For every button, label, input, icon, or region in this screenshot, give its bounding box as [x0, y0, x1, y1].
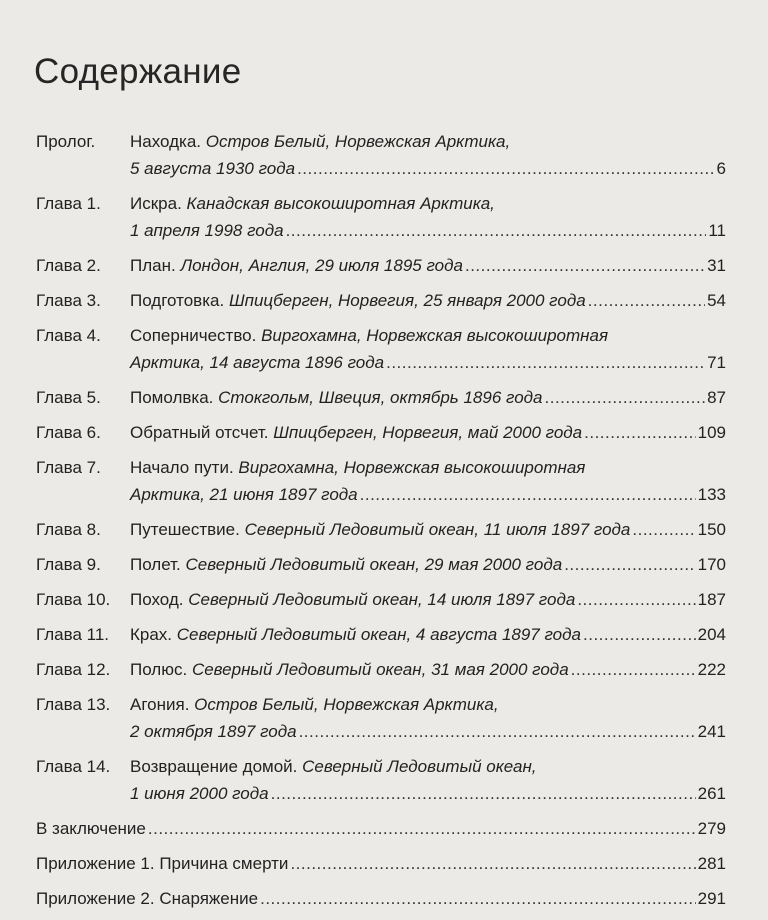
- chapter-label: Глава 3.: [36, 291, 101, 310]
- chapter-title: Агония.: [130, 695, 190, 714]
- chapter-label: Глава 4.: [36, 326, 101, 345]
- chapter-label: Глава 8.: [36, 520, 101, 539]
- toc-line-text: [130, 384, 543, 411]
- chapter-subtitle: 1 апреля 1998 года: [130, 221, 284, 240]
- toc-line: [36, 481, 726, 508]
- toc-line-body: [130, 586, 726, 613]
- toc-line-text: [130, 691, 499, 718]
- chapter-title: Крах.: [130, 625, 173, 644]
- chapter-title: Начало пути.: [130, 458, 234, 477]
- page-number: 241: [697, 722, 726, 741]
- chapter-title: Помолвка.: [130, 388, 214, 407]
- page-number: 150: [697, 520, 726, 539]
- toc-line-body: [130, 128, 726, 155]
- toc-line: [36, 322, 726, 349]
- toc-entry: [36, 586, 726, 613]
- toc-line: [36, 217, 726, 244]
- toc-line-body: [130, 454, 726, 481]
- leader-dots: [386, 349, 705, 376]
- chapter-title: Находка.: [130, 132, 202, 151]
- toc-line-text: [130, 322, 608, 349]
- toc-line-text: [130, 190, 495, 217]
- page-number: 187: [697, 590, 726, 609]
- toc-line-body: [130, 252, 726, 279]
- chapter-label: Глава 2.: [36, 256, 101, 275]
- leader-dots: [564, 551, 695, 578]
- chapter-title: План.: [130, 256, 176, 275]
- leader-dots: [545, 384, 706, 411]
- toc-line: [36, 454, 726, 481]
- toc-entry-label: Приложение 1. Причина смерти: [36, 854, 289, 873]
- page-number: 54: [707, 291, 726, 310]
- toc-line: [36, 586, 726, 613]
- toc-line-text: [130, 586, 575, 613]
- toc-line: [36, 252, 726, 279]
- toc-line: [36, 155, 726, 182]
- chapter-subtitle: Лондон, Англия, 29 июля 1895 года: [180, 256, 463, 275]
- leader-dots: [260, 885, 696, 912]
- toc-line-body: [130, 217, 726, 244]
- chapter-title: Путешествие.: [130, 520, 240, 539]
- chapter-subtitle: Шпицберген, Норвегия, 25 января 2000 года: [228, 291, 586, 310]
- toc-line: [36, 850, 726, 877]
- chapter-subtitle: 1 июня 2000 года: [130, 784, 269, 803]
- toc-entry: [36, 252, 726, 279]
- toc-line: [36, 815, 726, 842]
- chapter-subtitle: Канадская высокоширотная Арктика,: [186, 194, 495, 213]
- table-of-contents: [36, 128, 726, 920]
- toc-entry-label: В заключение: [36, 819, 146, 838]
- toc-entry: [36, 190, 726, 244]
- chapter-subtitle: Виргохамна, Норвежская высокоширотная: [238, 458, 586, 477]
- chapter-subtitle: Остров Белый, Норвежская Арктика,: [194, 695, 499, 714]
- page-number: 222: [697, 660, 726, 679]
- toc-line-body: [130, 753, 726, 780]
- page-number: 133: [697, 485, 726, 504]
- toc-line: [36, 419, 726, 446]
- leader-dots: [297, 155, 714, 182]
- page-number: 71: [707, 353, 726, 372]
- chapter-label: Пролог.: [36, 132, 96, 151]
- chapter-subtitle: Остров Белый, Норвежская Арктика,: [205, 132, 511, 151]
- chapter-subtitle: 5 августа 1930 года: [130, 159, 296, 178]
- toc-line-text: [130, 454, 585, 481]
- chapter-subtitle: Северный Ледовитый океан, 4 августа 1897 года: [176, 625, 581, 644]
- toc-line: [36, 349, 726, 376]
- toc-line-body: [130, 155, 726, 182]
- toc-line: [36, 190, 726, 217]
- chapter-label: Глава 5.: [36, 388, 101, 407]
- page-number: 87: [707, 388, 726, 407]
- chapter-subtitle: Арктика, 14 августа 1896 года: [130, 353, 385, 372]
- toc-line-text: [130, 419, 582, 446]
- toc-line-body: [130, 190, 726, 217]
- toc-line: [36, 384, 726, 411]
- toc-line-body: [36, 850, 726, 877]
- toc-line: [36, 718, 726, 745]
- toc-entry: [36, 850, 726, 877]
- toc-entry: [36, 384, 726, 411]
- chapter-title: Полюс.: [130, 660, 188, 679]
- chapter-label: Глава 10.: [36, 590, 111, 609]
- toc-line-text: [130, 252, 463, 279]
- toc-line-body: [130, 322, 726, 349]
- chapter-title: Поход.: [130, 590, 184, 609]
- leader-dots: [584, 419, 695, 446]
- toc-line-body: [130, 691, 726, 718]
- toc-entry: [36, 656, 726, 683]
- page-number: 279: [697, 819, 726, 838]
- toc-line-text: [130, 753, 537, 780]
- chapter-label: Глава 1.: [36, 194, 101, 213]
- chapter-title: Обратный отсчет.: [130, 423, 269, 442]
- chapter-subtitle: Стокгольм, Швеция, октябрь 1896 года: [218, 388, 543, 407]
- leader-dots: [299, 718, 696, 745]
- chapter-title: Возвращение домой.: [130, 757, 298, 776]
- toc-line-body: [130, 780, 726, 807]
- toc-line-body: [130, 551, 726, 578]
- chapter-label: Глава 11.: [36, 625, 110, 644]
- toc-entry: [36, 516, 726, 543]
- toc-line-body: [130, 287, 726, 314]
- toc-entry: [36, 551, 726, 578]
- leader-dots: [577, 586, 695, 613]
- toc-entry: [36, 691, 726, 745]
- toc-entry-label: Приложение 2. Снаряжение: [36, 889, 259, 908]
- toc-line-text: [130, 516, 630, 543]
- page-number: 281: [697, 854, 726, 873]
- chapter-subtitle: Северный Ледовитый океан,: [302, 757, 537, 776]
- page-number: 170: [697, 555, 726, 574]
- chapter-subtitle: Северный Ледовитый океан, 14 июля 1897 года: [188, 590, 576, 609]
- toc-line: [36, 128, 726, 155]
- toc-entry: [36, 621, 726, 648]
- page-number: 291: [697, 889, 726, 908]
- toc-line-body: [130, 349, 726, 376]
- toc-line-body: [36, 815, 726, 842]
- toc-line-text: [130, 621, 581, 648]
- page-number: 6: [716, 159, 726, 178]
- chapter-label: Глава 12.: [36, 660, 111, 679]
- toc-line-body: [130, 656, 726, 683]
- toc-line-body: [130, 384, 726, 411]
- leader-dots: [271, 780, 696, 807]
- chapter-label: Глава 14.: [36, 757, 111, 776]
- toc-line-text: [130, 128, 510, 155]
- leader-dots: [465, 252, 705, 279]
- toc-entry: [36, 454, 726, 508]
- toc-line: [36, 691, 726, 718]
- toc-entry: [36, 419, 726, 446]
- chapter-subtitle: Северный Ледовитый океан, 31 мая 2000 года: [191, 660, 569, 679]
- toc-line: [36, 780, 726, 807]
- chapter-title: Соперничество.: [130, 326, 257, 345]
- leader-dots: [583, 621, 696, 648]
- leader-dots: [588, 287, 705, 314]
- toc-line-body: [130, 718, 726, 745]
- toc-line-body: [130, 621, 726, 648]
- chapter-subtitle: Виргохамна, Норвежская высокоширотная: [261, 326, 609, 345]
- toc-line: [36, 287, 726, 314]
- toc-line-text: [130, 656, 569, 683]
- page-number: 109: [697, 423, 726, 442]
- toc-entry: [36, 128, 726, 182]
- chapter-subtitle: Северный Ледовитый океан, 29 мая 2000 года: [185, 555, 563, 574]
- page-number: 204: [697, 625, 726, 644]
- toc-entry: [36, 753, 726, 807]
- toc-line-text: [130, 551, 562, 578]
- leader-dots: [148, 815, 696, 842]
- page-number: 261: [697, 784, 726, 803]
- toc-line: [36, 516, 726, 543]
- toc-entry: [36, 322, 726, 376]
- leader-dots: [632, 516, 695, 543]
- chapter-subtitle: 2 октября 1897 года: [130, 722, 297, 741]
- toc-line-body: [130, 516, 726, 543]
- toc-line: [36, 621, 726, 648]
- leader-dots: [360, 481, 696, 508]
- chapter-title: Полет.: [130, 555, 181, 574]
- chapter-subtitle: Шпицберген, Норвегия, май 2000 года: [273, 423, 583, 442]
- page-number: 31: [707, 256, 726, 275]
- toc-entry: [36, 885, 726, 912]
- toc-line-body: [130, 481, 726, 508]
- leader-dots: [571, 656, 696, 683]
- chapter-subtitle: Северный Ледовитый океан, 11 июля 1897 года: [244, 520, 631, 539]
- page-number: 11: [708, 221, 726, 240]
- toc-line: [36, 656, 726, 683]
- chapter-label: Глава 9.: [36, 555, 101, 574]
- chapter-label: Глава 13.: [36, 695, 111, 714]
- chapter-label: Глава 7.: [36, 458, 101, 477]
- toc-line-text: [130, 287, 586, 314]
- toc-line-body: [130, 419, 726, 446]
- leader-dots: [286, 217, 707, 244]
- toc-line: [36, 753, 726, 780]
- toc-entry: [36, 815, 726, 842]
- toc-entry: [36, 287, 726, 314]
- chapter-label: Глава 6.: [36, 423, 101, 442]
- toc-line: [36, 885, 726, 912]
- toc-line: [36, 551, 726, 578]
- page-title: Содержание: [34, 52, 242, 91]
- chapter-subtitle: Арктика, 21 июня 1897 года: [130, 485, 358, 504]
- chapter-title: Подготовка.: [130, 291, 225, 310]
- leader-dots: [290, 850, 695, 877]
- chapter-title: Искра.: [130, 194, 182, 213]
- toc-line-body: [36, 885, 726, 912]
